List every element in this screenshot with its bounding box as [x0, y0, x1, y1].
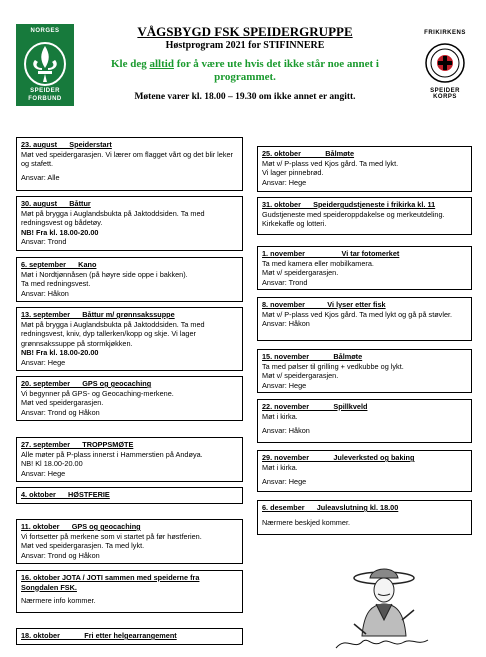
event-title: 4. oktober HØSTFERIE — [21, 490, 110, 499]
event-box-aug23 — [16, 137, 243, 191]
event-line: Møt v/ speidergarasjen. — [262, 371, 339, 380]
event-box-sep13 — [16, 307, 243, 371]
notice-emphasis: alltid — [149, 58, 174, 70]
event-line: Møt ved speidergarasjen. Ta med lykt. — [21, 541, 145, 550]
event-line: Vi lager pinnebrød. — [262, 168, 324, 177]
dress-notice — [90, 58, 400, 84]
event-line: NB! Kl 18.00-20.00 — [21, 459, 83, 468]
event-line: Ansvar: Hege — [262, 477, 307, 486]
event-line: Vi fortsetter på merkene som vi startet på før høstferien. — [21, 531, 202, 541]
event-line: Ta med kamera eller mobilkamera. — [262, 258, 374, 268]
event-line: Møt ved speidergarasjen. Vi lærer om flagget vårt og det blir leker og stafett. — [21, 149, 233, 168]
event-box-oct4 — [16, 487, 243, 504]
event-title: 30. august Båttur — [21, 199, 91, 208]
event-line: Ansvar: Hege — [21, 357, 66, 367]
event-line: Nærmere info kommer. — [21, 596, 96, 605]
event-box-oct25 — [257, 146, 472, 192]
event-line: Ansvar: Alle — [21, 172, 60, 182]
meeting-hours: Møtene varer kl. 18.00 – 19.30 om ikke annet er angitt. — [134, 92, 356, 102]
event-line: Møt i Nordtjønnåsen (på høyre side oppe i bakken). — [21, 269, 188, 279]
event-box-oct18 — [16, 628, 243, 645]
event-line: Møt på brygga i Auglandsbukta på Jaktoddsiden. Ta med redningsvest, kniv, dyp tallerken/kopp og skje. Vi lager grønnsakssuppe på stormkjøkken. — [21, 319, 205, 348]
event-box-oct16 — [16, 570, 243, 613]
event-box-sep20 — [16, 376, 243, 421]
event-box-oct31 — [257, 197, 472, 235]
page-subtitle: Høstprogram 2021 for STIFINNERE — [165, 40, 325, 51]
event-line: Ansvar: Håkon — [21, 288, 69, 298]
event-box-nov8 — [257, 297, 472, 341]
event-line: Ansvar: Hege — [21, 468, 66, 478]
event-line: Møt i kirka. — [262, 411, 298, 421]
event-box-sep6 — [16, 257, 243, 302]
event-line: Ta med redningsvest. — [21, 279, 91, 288]
event-title: 8. november Vi lyser etter fisk — [262, 300, 386, 309]
event-box-nov15 — [257, 349, 472, 393]
event-important: NB! Fra kl. 18.00-20.00 — [21, 348, 99, 357]
event-box-nov1 — [257, 246, 472, 290]
event-line: Ta med pølser til grilling + vedkubbe og lykt. — [262, 361, 404, 371]
event-important: NB! Fra kl. 18.00-20.00 — [21, 227, 99, 237]
event-title: 31. oktober Speidergudstjeneste i frikirka kl. 11 — [262, 200, 436, 209]
event-title: 22. november Spillkveld — [262, 402, 368, 411]
event-title: 29. november Juleverksted og baking — [262, 453, 415, 462]
event-line: Møt v/ speidergarasjen. — [262, 268, 339, 277]
event-line: Nærmere beskjed kommer. — [262, 517, 350, 527]
event-box-oct11 — [16, 519, 243, 564]
event-line: Møt v/ P-plass ved Kjos gård. Ta med lykt. — [262, 158, 399, 168]
event-line: Ansvar: Håkon — [262, 319, 310, 328]
event-title: 1. november Vi tar fotomerket — [262, 249, 400, 258]
event-line: Ansvar: Trond og Håkon — [21, 550, 100, 560]
event-box-nov29 — [257, 450, 472, 492]
logo-right-bottom-text: SPEIDER KORPS — [430, 88, 460, 100]
event-title: 13. september Båttur m/ grønnsakssuppe — [21, 310, 175, 319]
event-line: Ansvar: Trond — [262, 277, 308, 287]
event-title: 25. oktober Bålmøte — [262, 149, 355, 158]
event-line: Ansvar: Håkon — [262, 426, 310, 435]
event-line: Møt på brygga i Auglandsbukta på Jaktoddsiden. Ta med redningsvest og bådetøy. — [21, 208, 205, 227]
event-title: 20. september GPS og geocaching — [21, 379, 152, 388]
event-line: Møt ved speidergarasjen. — [21, 398, 104, 407]
event-line: Alle møter på P-plass innerst i Hammerstien på Andøya. — [21, 449, 203, 459]
logo-left-bottom-text-2: FORBUND — [28, 96, 62, 102]
event-line: Kirkekaffe og lotteri. — [262, 219, 327, 228]
event-title: 11. oktober GPS og geocaching — [21, 522, 141, 531]
logo-left-top-text: NORGES — [30, 28, 60, 34]
header — [90, 24, 400, 103]
event-line: Ansvar: Trond — [21, 237, 67, 246]
logo-left-bottom-text-1: SPEIDER — [30, 88, 60, 94]
event-title: 16. oktober JOTA / JOTI sammen med speiderne fra Songdalen FSK. — [21, 573, 200, 592]
event-line: Ansvar: Trond og Håkon — [21, 407, 100, 417]
event-line: Vi begynner på GPS- og Geocaching-merkene. — [21, 388, 174, 398]
notice-pre: Kle deg — [111, 58, 150, 70]
baden-powell-portrait — [332, 564, 432, 652]
event-title: 6. desember Juleavslutning kl. 18.00 — [262, 503, 399, 512]
event-title: 27. september TROPPSMØTE — [21, 440, 134, 449]
rose-emblem-icon — [418, 40, 472, 86]
event-title: 18. oktober Fri etter helgearrangement — [21, 631, 177, 640]
event-line: Ansvar: Hege — [262, 380, 307, 390]
event-line: Møt v/ P-plass ved Kjos gård. Ta med lykt og gå på støvler. — [262, 309, 453, 319]
page-title: VÅGSBYGD FSK SPEIDERGRUPPE — [137, 24, 353, 39]
scout-portrait-icon — [332, 564, 432, 652]
event-box-nov22 — [257, 399, 472, 443]
event-box-dec6 — [257, 500, 472, 535]
event-box-sep27 — [16, 437, 243, 482]
frikirkens-speiderkorps-logo — [418, 30, 472, 104]
event-title: 23. august Speiderstart — [21, 140, 112, 149]
event-title: 15. november Bålmøte — [262, 352, 363, 361]
event-line: Ansvar: Hege — [262, 177, 307, 187]
event-line: Møt i kirka. — [262, 462, 298, 472]
fleur-de-lis-icon — [16, 38, 74, 88]
logo-right-top-text: FRIKIRKENS — [424, 30, 466, 36]
norges-speiderforbund-logo — [16, 24, 74, 106]
event-box-aug30 — [16, 196, 243, 251]
notice-post: for å være ute hvis det ikke står noe annet i programmet. — [173, 58, 379, 83]
event-line: Gudstjeneste med speideroppdakelse og merkeutdeling. — [262, 209, 445, 219]
event-title: 6. september Kano — [21, 260, 97, 269]
